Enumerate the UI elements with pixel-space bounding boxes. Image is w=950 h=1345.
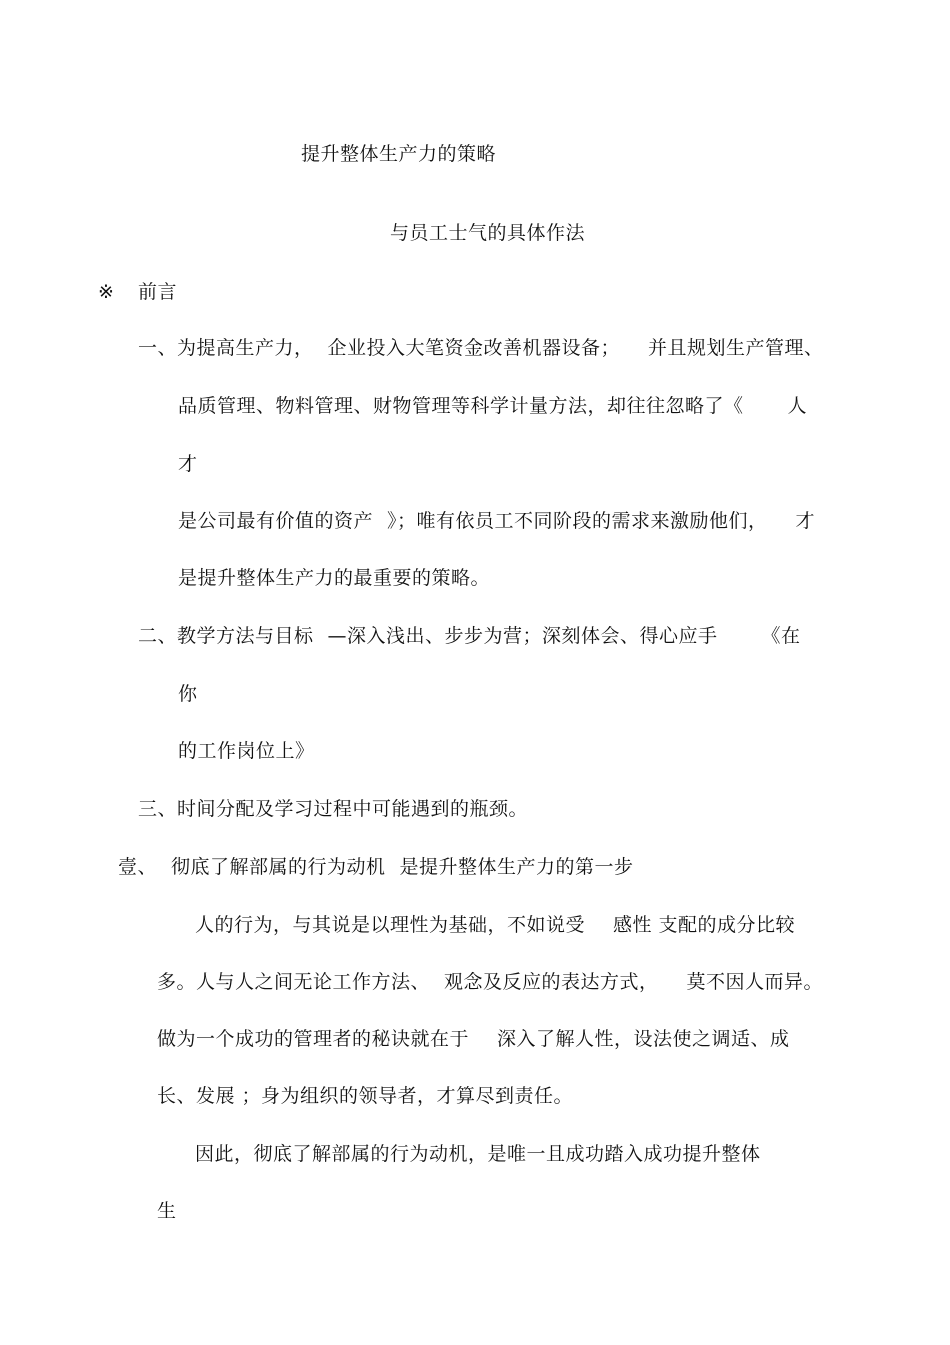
section-1-subtitle: 是提升整体生产力的第一步: [399, 856, 634, 878]
paragraph-2-line-1: 因此，彻底了解部属的行为动机，是唯一且成功踏入成功提升整体: [195, 1143, 761, 1165]
item-1-text: 并且规划生产管理、: [648, 337, 824, 359]
item-1-text: 才: [795, 510, 816, 532]
item-1-text: 是公司最有价值的资产: [178, 510, 374, 532]
item-1-line-4: [178, 509, 815, 533]
item-2-line-2: 你: [178, 683, 198, 705]
item-2-text: 二、教学方法与目标: [138, 625, 314, 647]
item-2-text: 《在: [761, 625, 801, 647]
preface-label: 前言: [138, 281, 178, 303]
paragraph-1-text: 做为一个成功的管理者的秘诀就在于: [157, 1028, 470, 1050]
item-1-line-1: [138, 336, 824, 360]
preface-heading: [98, 280, 177, 304]
paragraph-1-text: 人的行为，与其说是以理性为基础，不如说受: [195, 914, 586, 936]
paragraph-1-line-2: [157, 970, 823, 994]
item-2-text: —深入浅出、步步为营；深刻体会、得心应手: [327, 625, 718, 647]
section-1-title: 彻底了解部属的行为动机: [171, 856, 386, 878]
paragraph-2-line-2: 生: [157, 1200, 177, 1222]
paragraph-1-text: 多。人与人之间无论工作方法、: [157, 971, 431, 993]
paragraph-1-line-3: [157, 1027, 790, 1051]
paragraph-1-line-4: 长、发展 ；身为组织的领导者，才算尽到责任。: [157, 1085, 574, 1107]
item-2-line-1: [138, 624, 801, 648]
item-1-text: 品质管理、物料管理、财物管理等科学计量方法，却往往忽略了《: [178, 395, 744, 417]
item-1-text: 》；唯有依员工不同阶段的需求来激励他们，: [387, 510, 768, 532]
item-1-line-3: 才: [178, 453, 198, 475]
paragraph-1-text: 莫不因人而异。: [686, 971, 824, 993]
paragraph-1-text: 深入了解人性，设法使之调适、成: [497, 1028, 790, 1050]
item-1-line-5: 是提升整体生产力的最重要的策略。: [178, 567, 491, 589]
item-1-text: 一、为提高生产力，: [138, 337, 314, 359]
paragraph-1-text: 观念及反应的表达方式，: [444, 971, 659, 993]
document-title-line-2: 与员工士气的具体作法: [390, 222, 586, 244]
reference-mark-icon: ※: [98, 281, 115, 303]
item-1-text: 企业投入大笔资金改善机器设备；: [327, 337, 621, 359]
section-1-number: 壹、: [118, 856, 158, 878]
paragraph-1-line-1: [195, 913, 795, 937]
item-2-line-3: 的工作岗位上》: [178, 740, 315, 762]
section-1-heading: [118, 855, 634, 879]
document-title-line-1: 提升整体生产力的策略: [301, 143, 497, 165]
paragraph-1-text: 感性 支配的成分比较: [613, 914, 796, 936]
item-3-line-1: 三、时间分配及学习过程中可能遇到的瓶颈。: [138, 798, 529, 820]
item-1-text: 人: [787, 395, 808, 417]
item-1-line-2: [178, 394, 807, 418]
